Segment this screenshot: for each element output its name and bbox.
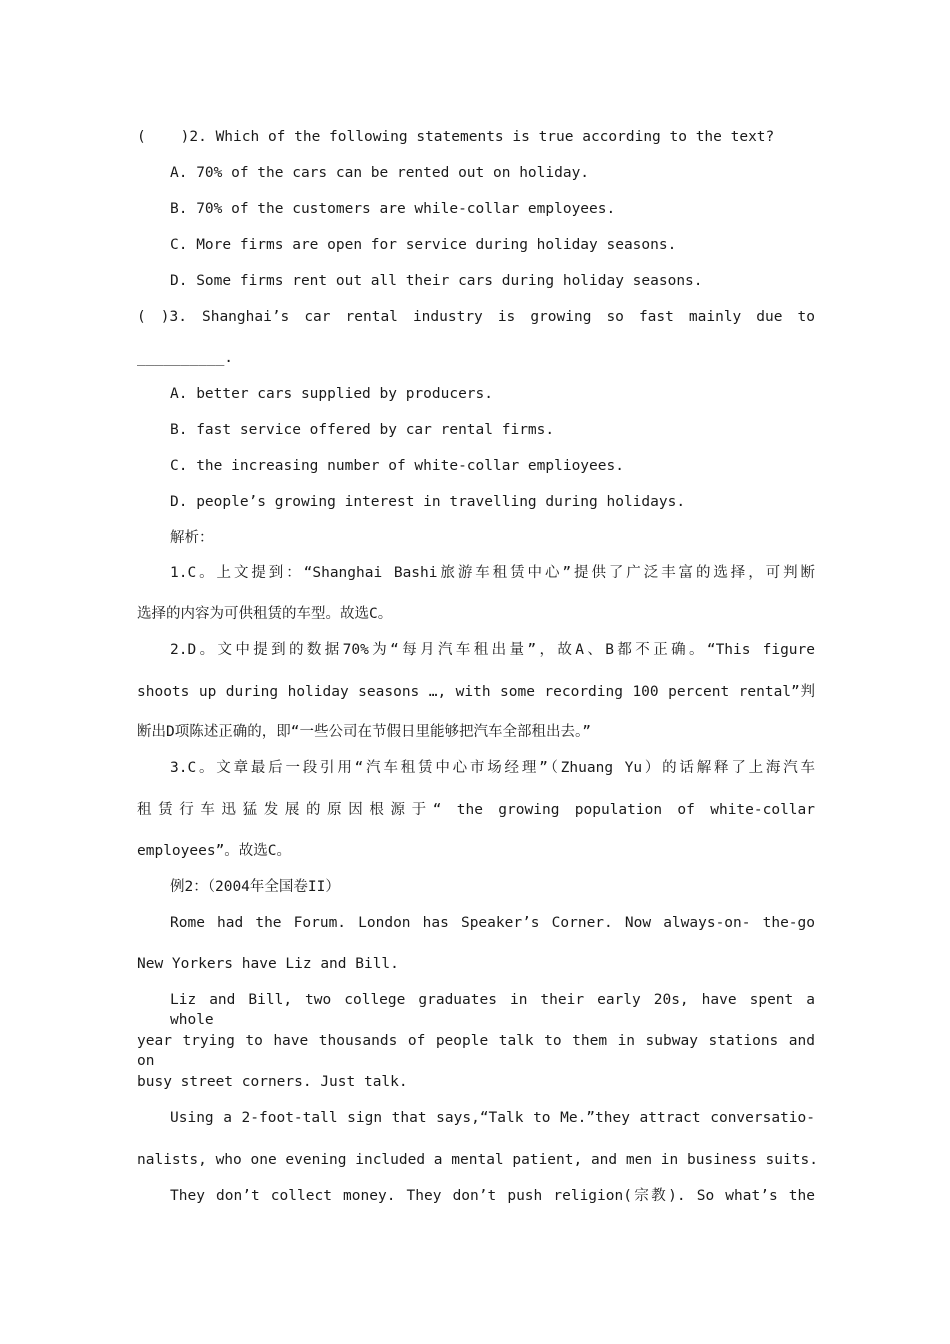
passage-paragraph-2-line: year trying to have thousands of people talk to them in subway stations and on — [137, 1033, 815, 1069]
passage-paragraph-2-line: busy street corners. Just talk. — [137, 1074, 408, 1090]
passage-paragraph-3-line: Using a 2-foot-tall sign that says,“Talk to Me.”they attract conversatio- — [170, 1110, 815, 1126]
analysis-1-line: 选择的内容为可供租赁的车型。故选C。 — [137, 606, 393, 622]
question-3-option-a: A. better cars supplied by producers. — [170, 386, 494, 402]
analysis-2-line: 断出D项陈述正确的，即“一些公司在节假日里能够把汽车全部租出去。” — [137, 724, 591, 740]
passage-paragraph-1-line: New Yorkers have Liz and Bill. — [137, 956, 399, 972]
passage-paragraph-1-line: Rome had the Forum. London has Speaker’s Corner. Now always‐on‐ the-go — [170, 915, 815, 931]
question-2-option-d: D. Some firms rent out all their cars during holiday seasons. — [170, 273, 703, 289]
question-3-stem: ( )3. Shanghai’s car rental industry is growing so fast mainly due to — [137, 309, 815, 325]
question-3-blank: __________. — [137, 350, 234, 366]
passage-paragraph-4-line: They don’t collect money. They don’t push religion(宗教). So what’s the — [170, 1188, 815, 1204]
passage-paragraph-3-line: nalists, who one evening included a mental patient, and men in business suits. — [137, 1152, 818, 1168]
example-heading: 例2：（2004年全国卷II） — [170, 879, 340, 895]
question-2-option-c: C. More firms are open for service during holiday seasons. — [170, 237, 677, 253]
question-3-option-d: D. people’s growing interest in travelling during holidays. — [170, 494, 686, 510]
question-3-option-b: B. fast service offered by car rental firms. — [170, 422, 555, 438]
question-2-option-b: B. 70% of the customers are while-collar employees. — [170, 201, 616, 217]
analysis-3-line: employees”。故选C。 — [137, 843, 292, 859]
passage-paragraph-2-line: Liz and Bill, two college graduates in their early 20s, have spent a whole — [170, 992, 815, 1028]
question-3-option-c: C. the increasing number of white-collar emplioyees. — [170, 458, 624, 474]
analysis-3-line: 租赁行车迅猛发展的原因根源于“ the growing population of white-collar — [137, 802, 815, 818]
analysis-2-line: 2.D。文中提到的数据70%为“每月汽车租出量”，故A、B都不正确。“This figure — [170, 642, 815, 658]
analysis-1-line: 1.C。上文提到：“Shanghai Bashi旅游车租赁中心”提供了广泛丰富的选择，可判断 — [170, 565, 815, 581]
analysis-2-line: shoots up during holiday seasons …, with some recording 100 percent rental”判 — [137, 684, 815, 700]
analysis-heading: 解析： — [170, 530, 214, 546]
analysis-3-line: 3.C。文章最后一段引用“汽车租赁中心市场经理”（Zhuang Yu）的话解释了上海汽车 — [170, 760, 815, 776]
question-2-stem: ( )2. Which of the following statements is true according to the text? — [137, 129, 775, 145]
question-2-option-a: A. 70% of the cars can be rented out on holiday. — [170, 165, 590, 181]
